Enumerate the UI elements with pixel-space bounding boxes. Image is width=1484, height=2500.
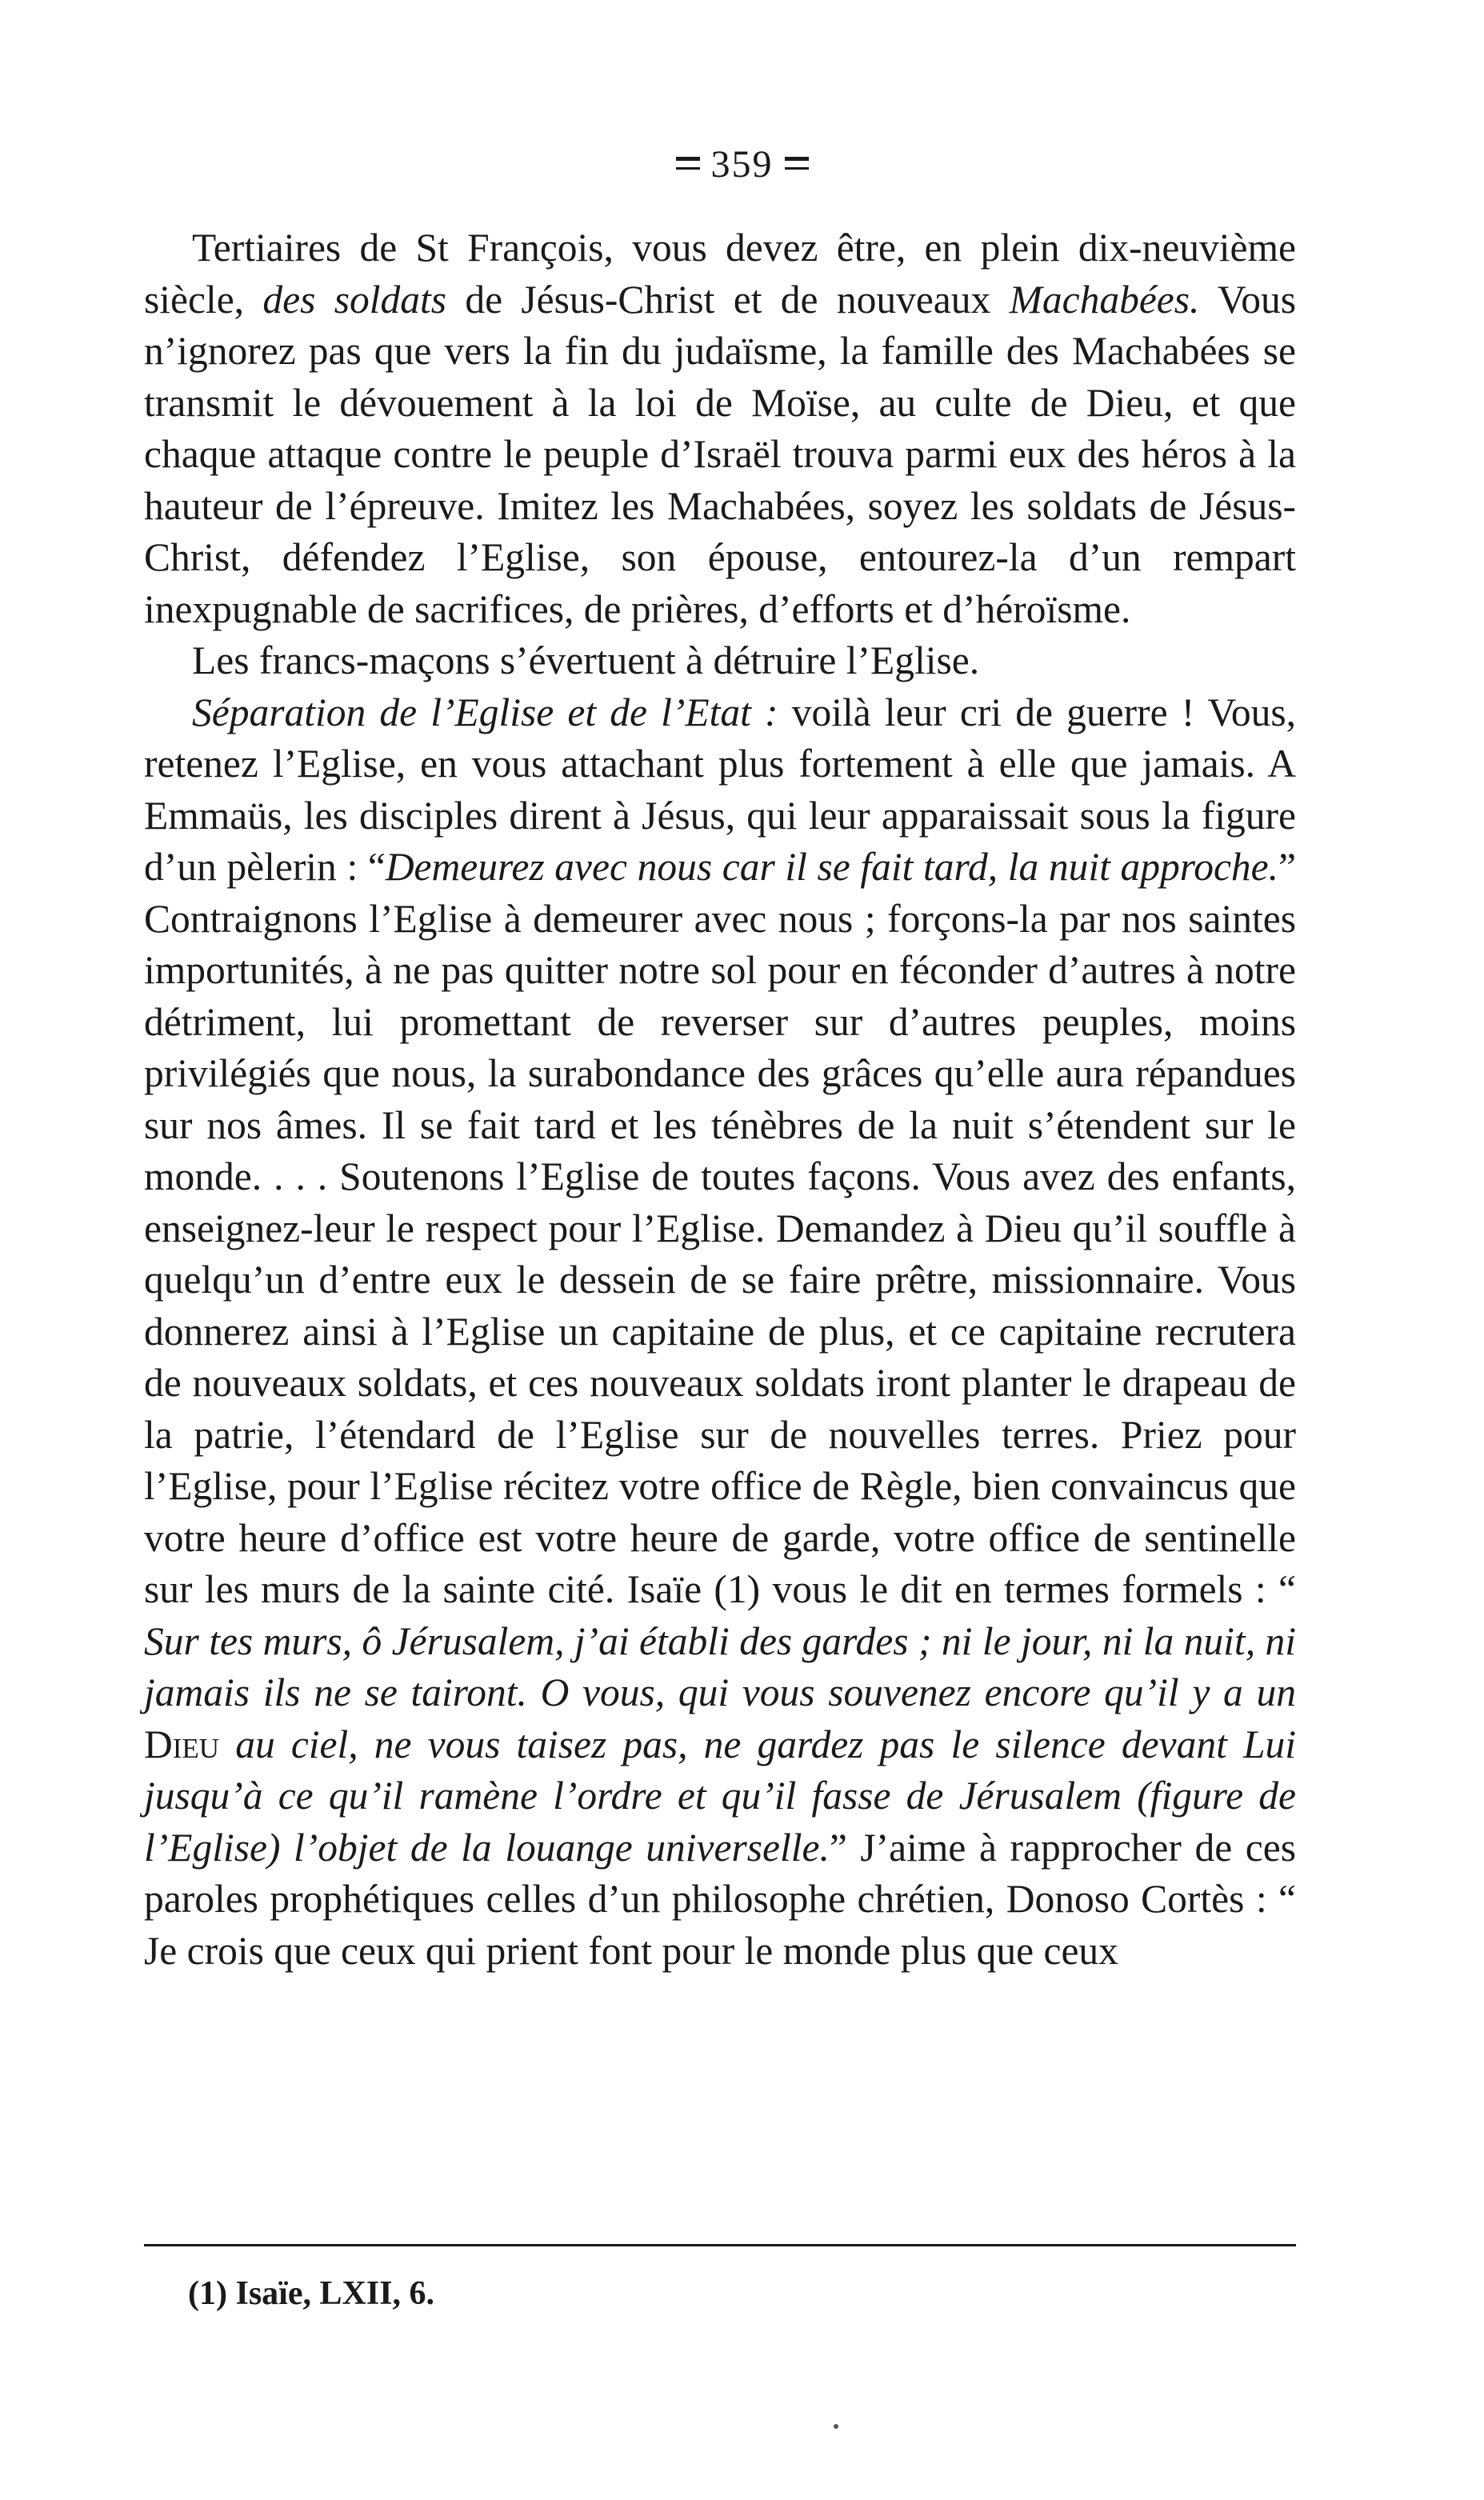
paragraph <box>144 635 1296 687</box>
paragraph <box>144 222 1296 635</box>
text-segment: Tertiaires de St François, vous devez être, en plein dix-neuvième siècle, <box>144 226 1296 322</box>
page-number-text: 359 <box>710 143 774 186</box>
italic-text: au ciel, ne vous taisez pas, ne gardez pas le silence devant Lui jusqu’à ce qu’il ramène l’ordre et qu’il fasse de Jérusalem (figure de l’Eglise) l’objet de la louange universelle. <box>144 1722 1296 1870</box>
italic-text: Demeurez avec nous car il se fait tard, la nuit approche. <box>385 845 1279 889</box>
paper-speck <box>834 2424 838 2429</box>
text-segment: Les francs-maçons s’évertuent à détruire l’Eglise. <box>192 638 980 682</box>
page-number <box>0 142 1484 186</box>
italic-text: Sur tes murs, ô Jérusalem, j’ai établi des gardes ; ni le jour, ni la nuit, ni jamais ils ne se tairont. O vous, qui vous souvenez encore qu’il y a un <box>144 1618 1296 1714</box>
small-caps-text: Dieu <box>144 1722 220 1766</box>
text-segment: Vous n’ignorez pas que vers la fin du judaïsme, la famille des Machabées se transmit le dévouement à la loi de Moïse, au culte de Dieu, et que chaque attaque contre le peuple d’Israël trouva parmi eux des héros à la hauteur de l’épreuve. Imitez les Machabées, soyez les soldats de Jésus-Christ, défendez l’Eglise, son épouse, entourez-la d’un rempart inexpugnable de sacrifices, de prières, d’efforts et d’héroïsme. <box>144 277 1296 631</box>
text-segment: ” Contraignons l’Eglise à demeurer avec nous ; forçons-la par nos saintes importunités, à ne pas quitter notre sol pour en féconder d’autres à notre détriment, lui promettant de reverser sur d’autres peuples, moins privilégiés que nous, la surabondance des grâces qu’elle aura répandues sur nos âmes. Il se fait tard et les ténèbres de la nuit s’étendent sur le monde. . . . Soutenons l’Eglise de toutes façons. Vous avez des enfants, enseignez-leur le respect pour l’Eglise. Demandez à Dieu qu’il souffle à quelqu’un d’entre eux le dessein de se faire prêtre, missionnaire. Vous donnerez ainsi à l’Eglise un capitaine de plus, et ce capitaine recrutera de nouveaux soldats, et ces nouveaux soldats iront planter le drapeau de la patrie, l’étendard de l’Eglise sur de nouvelles terres. Priez pour l’Eglise, pour l’Eglise récitez votre office de Règle, bien convaincus que votre heure d’office est votre heure de garde, votre office de sentinelle sur les murs de la sainte cité. Isaïe (1) vous le dit en termes formels : “ <box>144 845 1296 1611</box>
text-segment: ” J’aime à rapprocher de ces paroles prophétiques celles d’un philosophe chrétien, Donoso Cortès : “ Je crois que ceux qui prient font pour le monde plus que ceux <box>144 1825 1296 1973</box>
paragraph <box>144 687 1296 1978</box>
italic-text: Séparation de l’Eglise et de l’Etat : <box>192 690 778 734</box>
italic-text: des soldats <box>262 277 446 322</box>
footnote: (1) Isaïe, LXII, 6. <box>188 2275 435 2312</box>
text-segment: voilà leur cri de guerre ! Vous, retenez l’Eglise, en vous attachant plus fortement à elle que jamais. A Emmaüs, les disciples dirent à Jésus, qui leur apparaissait sous la figure d’un pèlerin : “ <box>144 690 1296 889</box>
footnote-rule <box>144 2244 1296 2246</box>
italic-text: Machabées. <box>1009 277 1200 322</box>
ornament-right <box>785 157 809 170</box>
ornament-left <box>676 157 700 170</box>
body-text <box>144 222 1296 1977</box>
text-segment: de Jésus-Christ et de nouveaux <box>446 277 1010 322</box>
